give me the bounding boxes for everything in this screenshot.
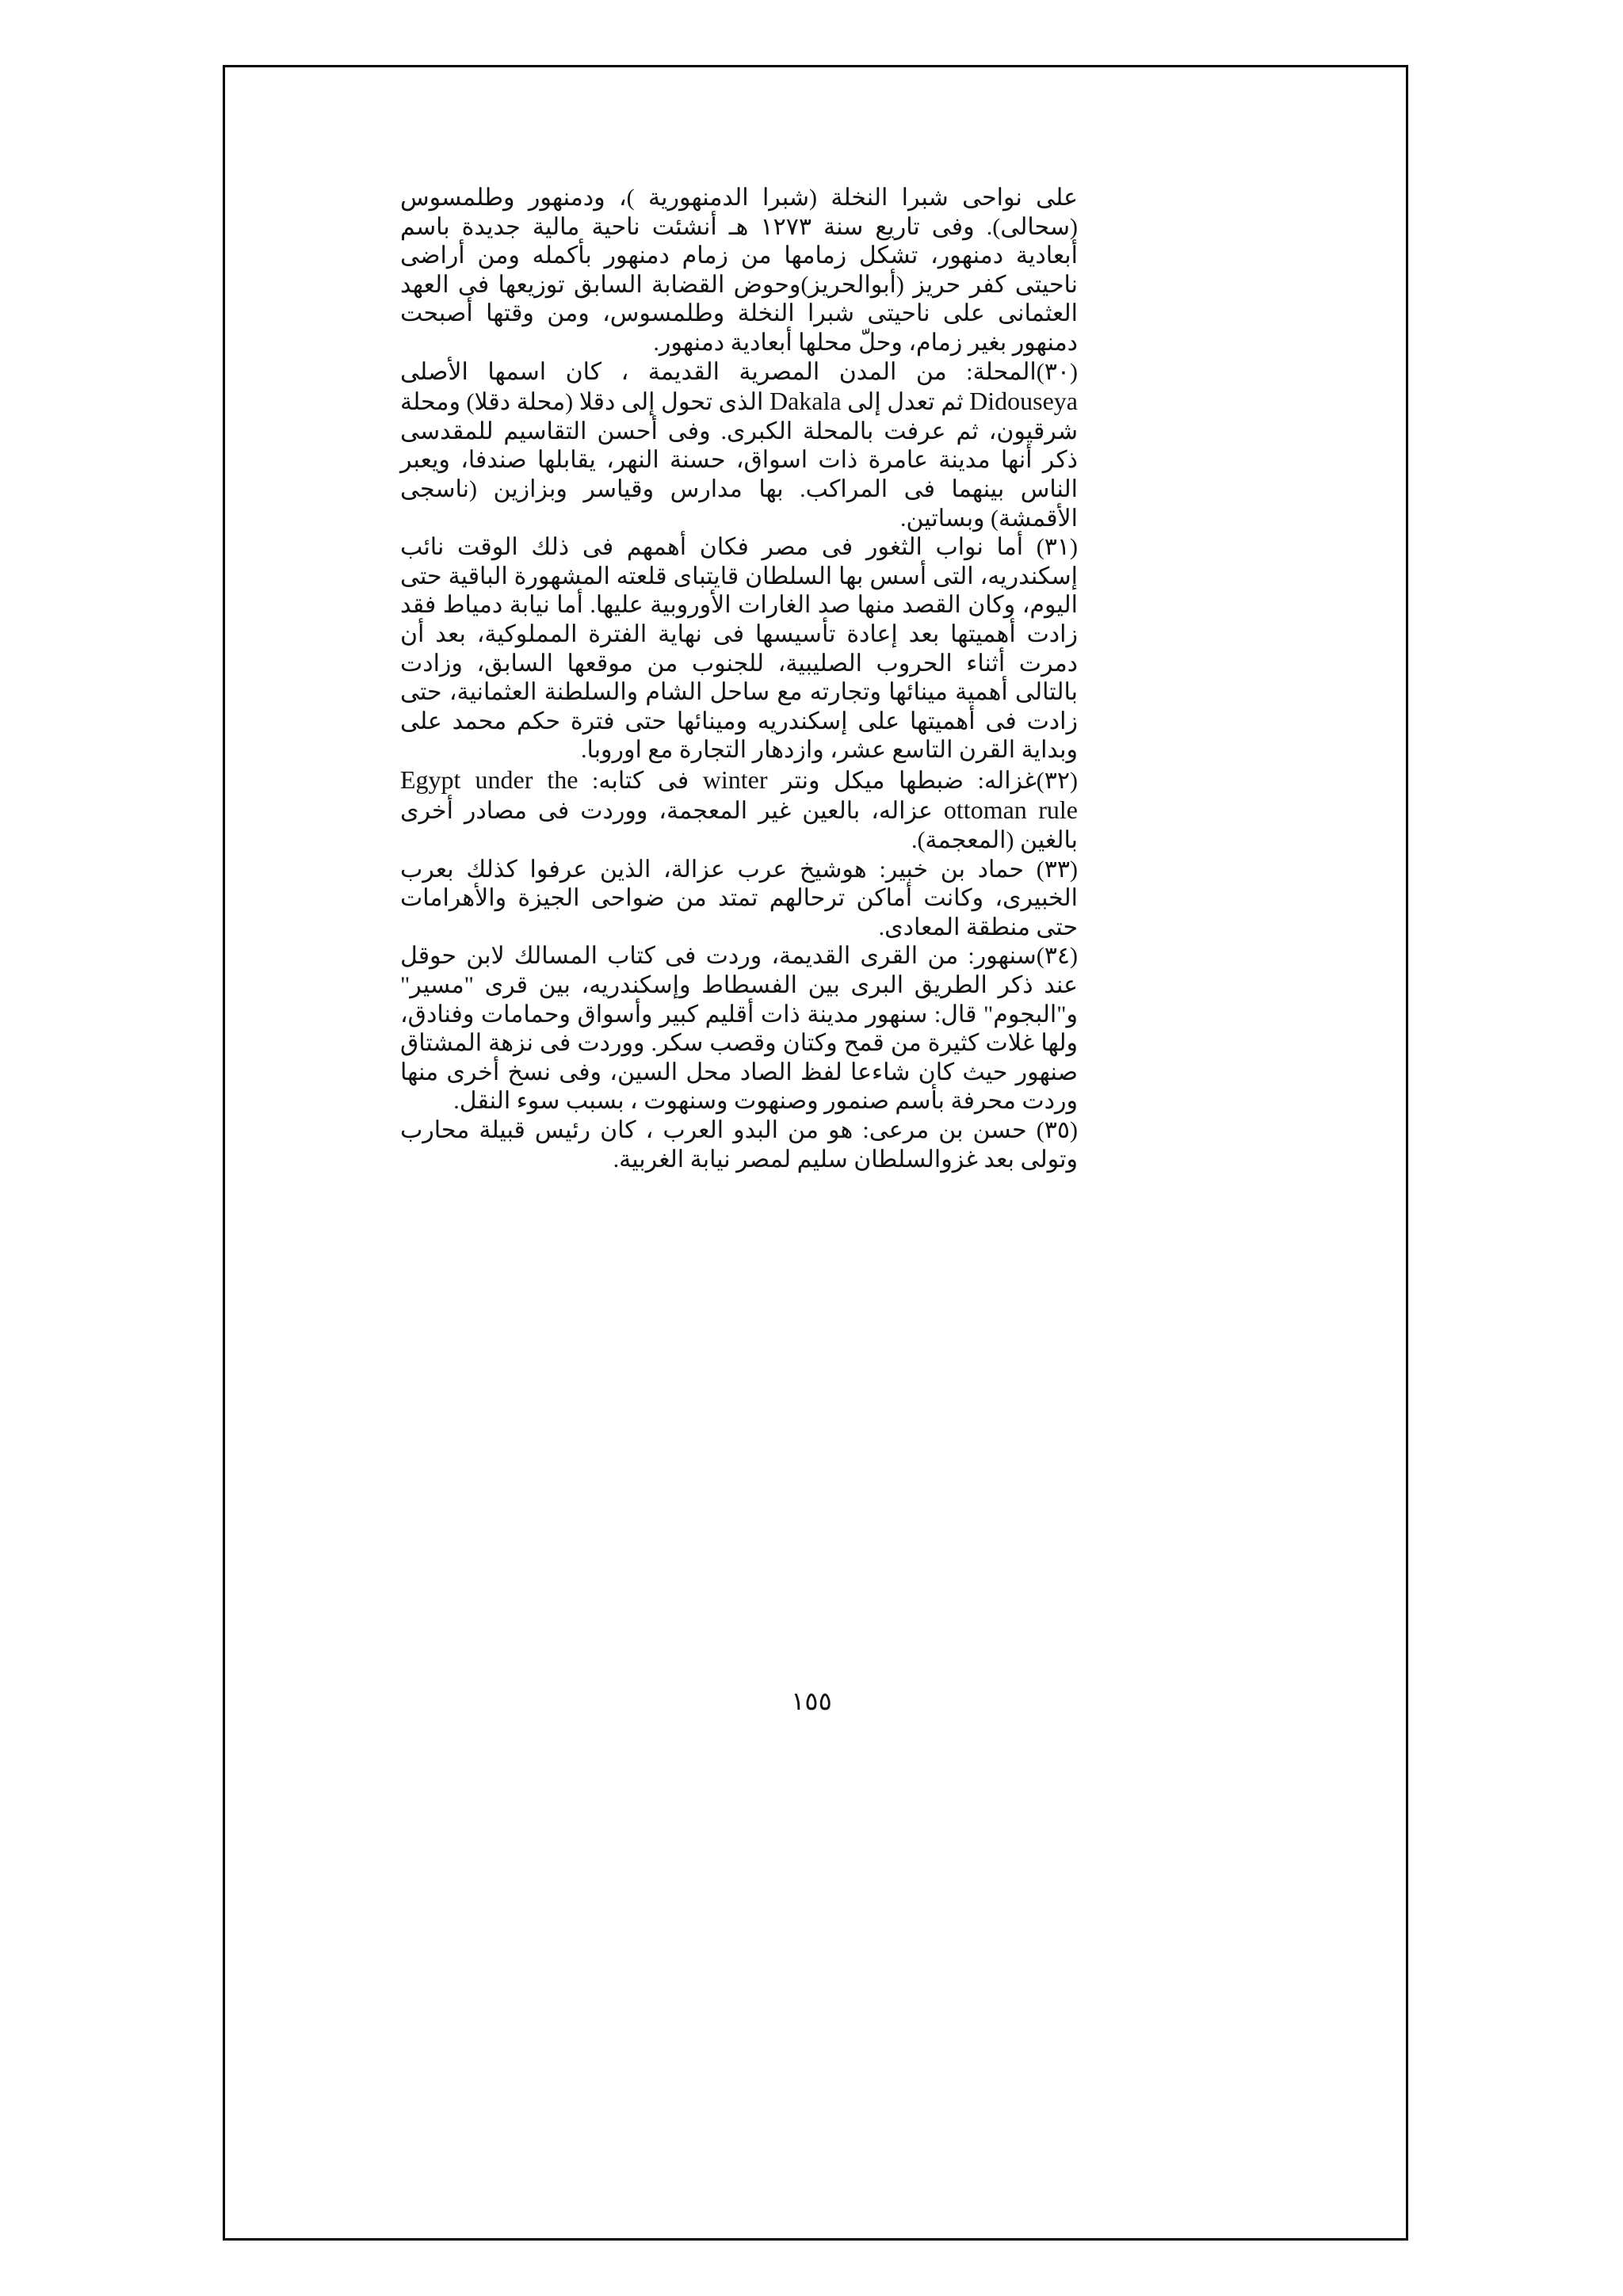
latin-term: Dakala	[769, 387, 842, 416]
footnote-text: حسن بن مرعى: هو من البدو العرب ، كان رئيس قبيلة محارب وتولى بعد غزوالسلطان سليم لمصر نيابة الغربية.	[400, 1117, 1078, 1173]
footnote-text: الذى تحول إلى دقلا (محلة دقلا) ومحلة شرقيون، ثم عرفت بالمحلة الكبرى. وفى أحسن التقاسيم للمقدسى ذكر أنها مدينة عامرة ذات اسواق، حسنة النهر، يقابلها صندفا، ويعبر الناس بينهما فى المراكب. بها مدارس وقياسر وبزازين (ناسجى الأقمشة) وبساتين.	[400, 389, 1078, 532]
footnote-30	[400, 358, 1078, 534]
book-title: Egypt under the ottoman rule	[400, 765, 1078, 825]
footnote-number: (٣٤)	[1036, 943, 1078, 970]
footnote-number: (٣٣)	[1036, 856, 1078, 883]
footnote-number: (٣٠)	[1036, 358, 1078, 385]
footnote-text: حماد بن خبير: هوشيخ عرب عزالة، الذين عرفوا كذلك بعرب الخبيرى، وكانت أماكن ترحالهم تمتد من ضواحى الجيزة والأهرامات حتى منطقة المعادى.	[400, 856, 1078, 940]
footnote-text: عزاله، بالعين غير المعجمة، ووردت فى مصادر أخرى بالغين (المعجمة).	[400, 798, 1078, 854]
footnote-text: سنهور: من القرى القديمة، وردت فى كتاب المسالك لابن حوقل عند ذكر الطريق البرى بين الفسطاط وإسكندريه، بين قرى "مسير" و"البجوم" قال: سنهور مدينة ذات أقليم كبير وأسواق وحمامات وفنادق، ولها غلات كثيرة من قمح وكتان وقصب سكر. ووردت فى نزهة المشتاق صنهور حيث كان شاءعا لفظ الصاد محل السين، وفى نسخ أخرى منها وردت محرفة بأسم صنمور وصنهوت وسنهوت ، بسبب سوء النقل.	[400, 943, 1078, 1115]
footnote-text: ثم تعدل إلى	[841, 389, 970, 416]
latin-term: Didouseya	[969, 387, 1078, 416]
footnote-number: (٣١)	[1036, 534, 1078, 561]
continuation-paragraph: على نواحى شبرا النخلة (شبرا الدمنهورية )، ودمنهور وطلمسوس (سحالى). وفى تاريع سنة ١٢٧٣ هـ أنشئت ناحية مالية جديدة باسم أبعادية دمنهور، تشكل زمامها من زمام دمنهور بأكمله ومن أراضى ناحيتى كفر حريز (أبوالحريز)وحوض القضابة السابق توزيعها فى العهد العثمانى على ناحيتى شبرا النخلة وطلمسوس، ومن وقتها أصبحت دمنهور بغير زمام، وحلّ محلها أبعادية دمنهور.	[400, 185, 1078, 356]
page-number: ١٥٥	[791, 1687, 832, 1715]
footnote-text: أما نواب الثغور فى مصر فكان أهمهم فى ذلك الوقت نائب إسكندريه، التى أسس بها السلطان قايتباى قلعته المشهورة الباقية حتى اليوم، وكان القصد منها صد الغارات الأوروبية عليها. أما نيابة دمياط فقد زادت أهميتها بعد إعادة تأسيسها فى نهاية الفترة المملوكية، بعد أن دمرت أثناء الحروب الصليبية، للجنوب من موقعها السابق، وزادت بالتالى أهمية مينائها وتجارته مع ساحل الشام والسلطنة العثمانية، حتى زادت فى أهميتها على إسكندريه ومينائها حتى فترة حكم محمد على وبداية القرن التاسع عشر، وازدهار التجارة مع اوروبا.	[400, 534, 1078, 764]
footnote-number: (٣٥)	[1036, 1117, 1078, 1143]
latin-term: winter	[702, 765, 768, 794]
footnote-34	[400, 942, 1078, 1116]
footnote-32	[400, 765, 1078, 856]
footnote-number: (٣٢)	[1036, 767, 1079, 794]
footnote-33	[400, 856, 1078, 943]
footnote-31	[400, 533, 1078, 765]
footnote-text: فى كتابه:	[578, 767, 703, 794]
footnote-35	[400, 1116, 1078, 1174]
footnote-text: المحلة: من المدن المصرية القديمة ، كان اسمها الأصلى	[400, 358, 1037, 385]
footnotes-text	[400, 184, 1078, 1174]
footnote-text: غزاله: ضبطها ميكل ونتر	[767, 767, 1037, 794]
